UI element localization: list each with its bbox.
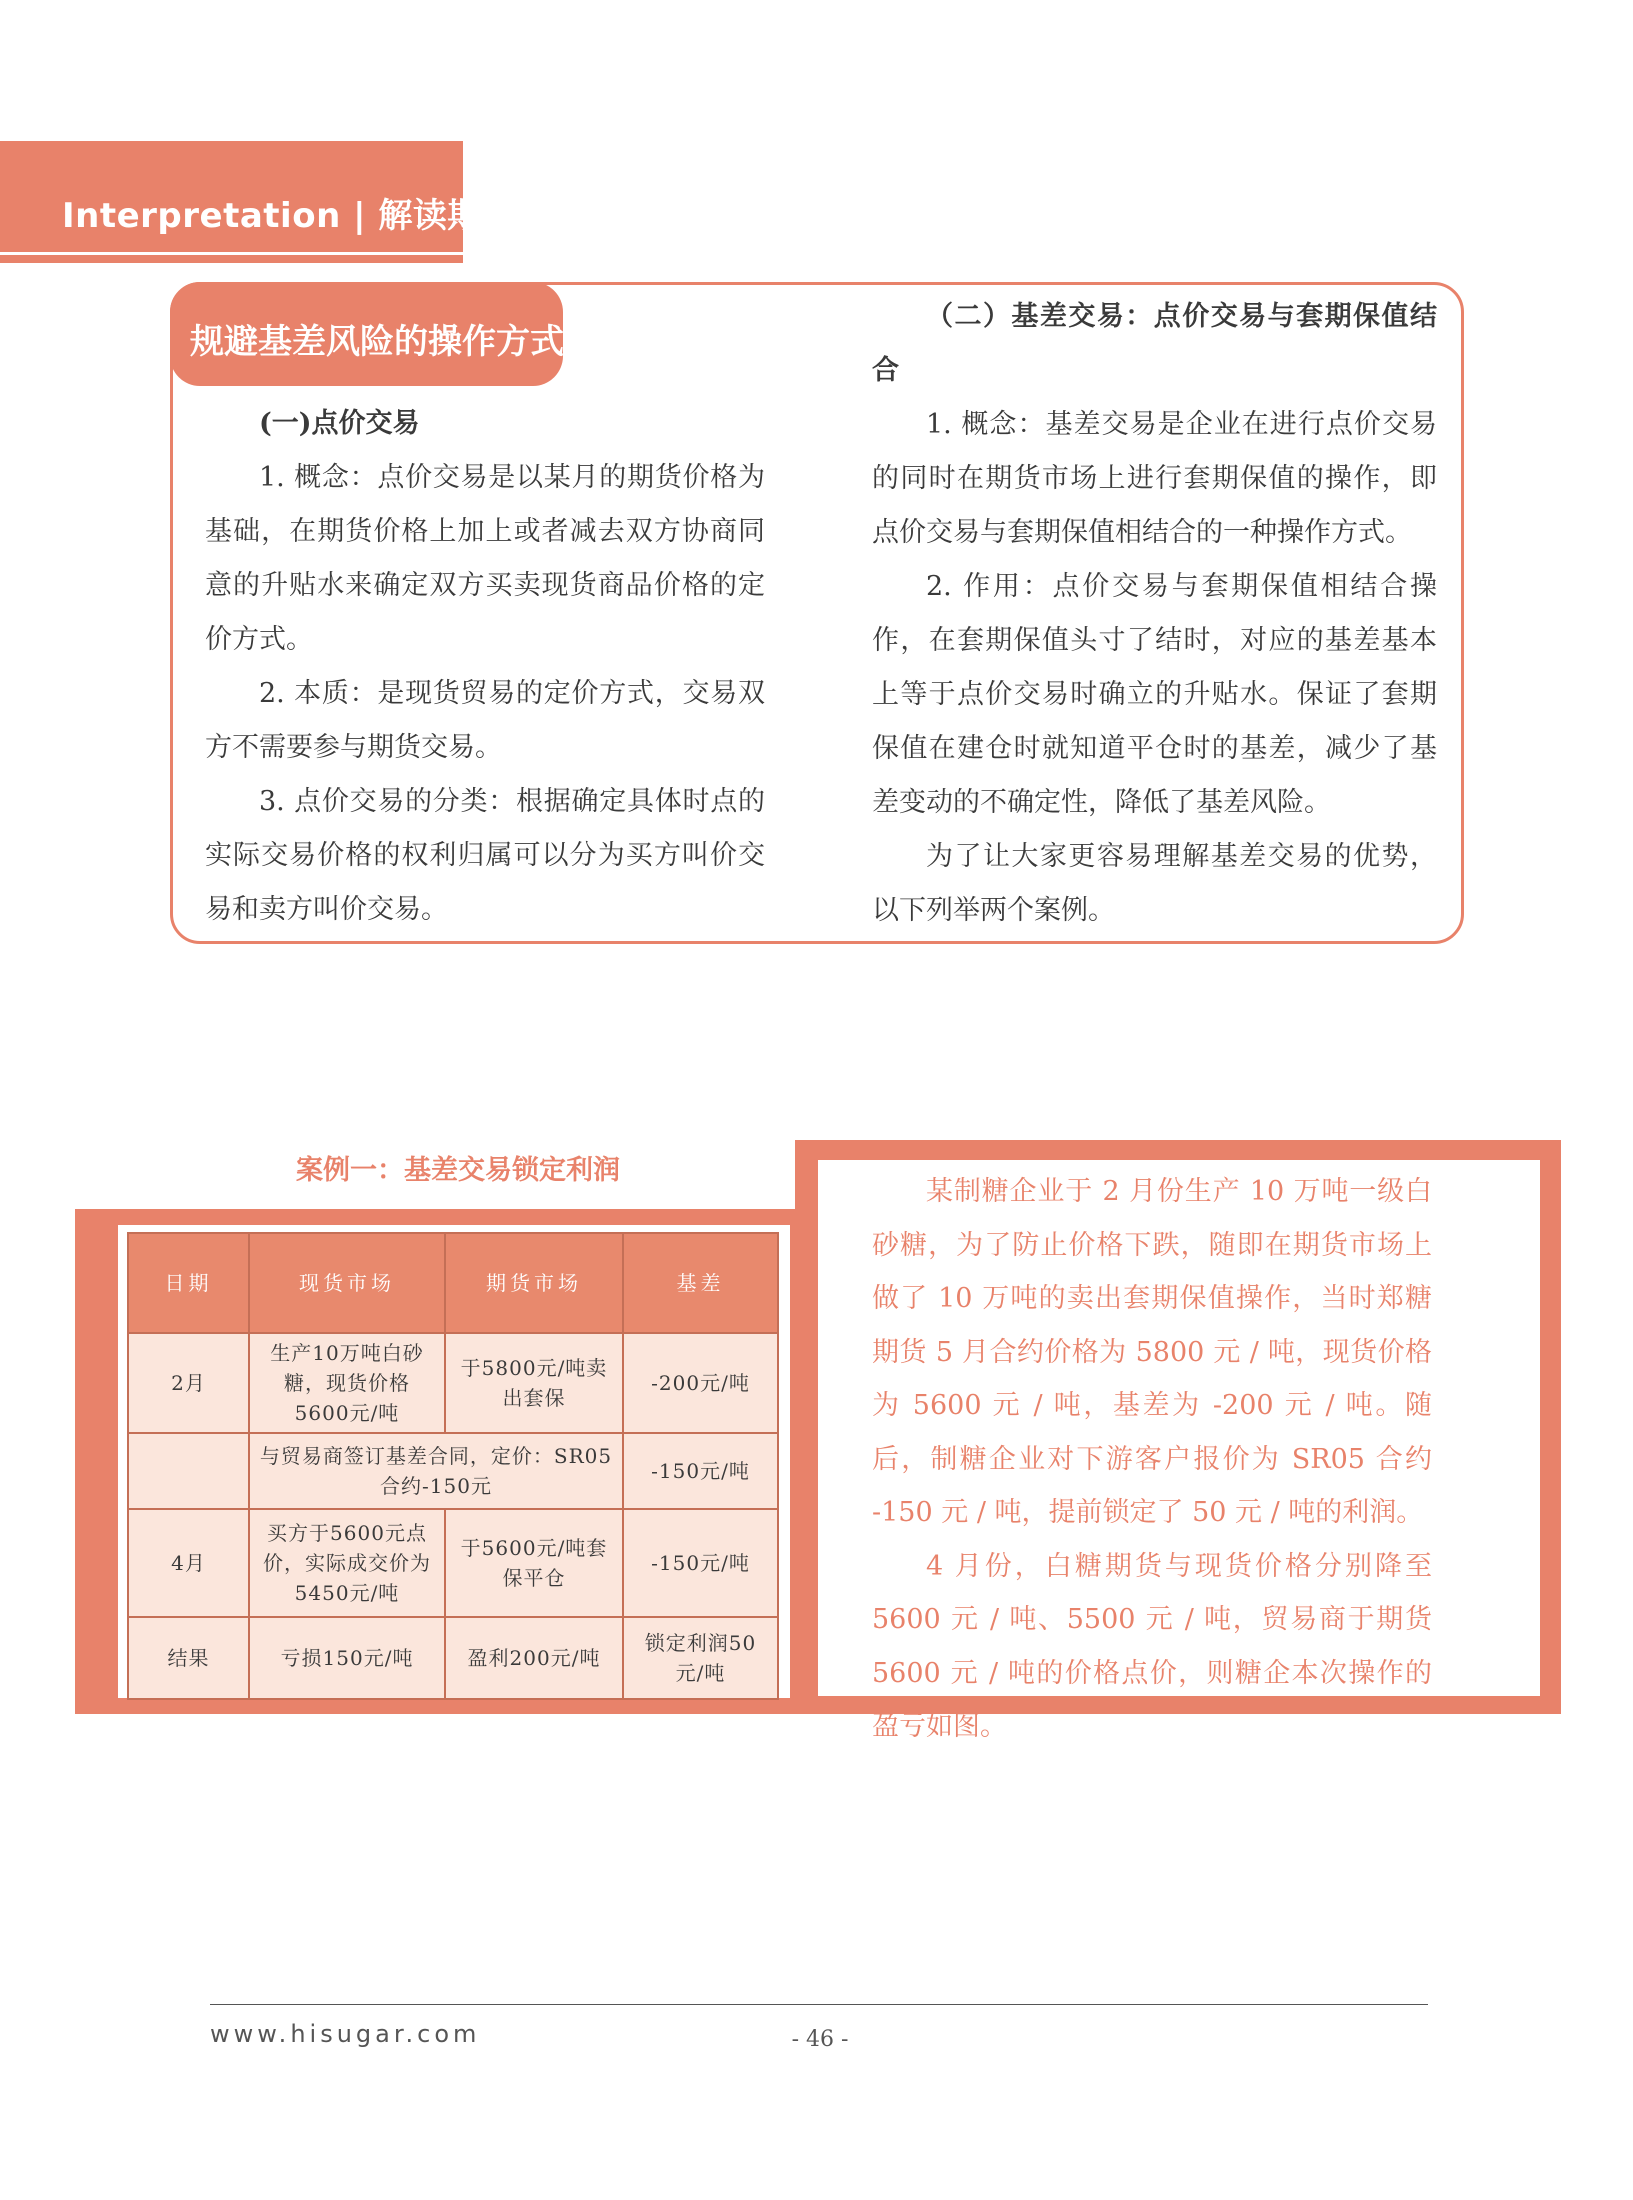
section-title: 规避基差风险的操作方式 xyxy=(190,322,564,362)
cell-basis: 锁定利润50元/吨 xyxy=(623,1617,778,1699)
right-paragraph-intro: 为了让大家更容易理解基差交易的优势，以下列举两个案例。 xyxy=(872,841,1437,926)
case-paragraph-1: 某制糖企业于 2 月份生产 10 万吨一级白砂糖，为了防止价格下跌，随即在期货市场上做了 10 万吨的卖出套期保值操作，当时郑糖期货 5 月合约价格为 5800 元 / 吨，现货价格为 5600 元 / 吨，基差为 -200 元 / 吨。随后，制糖企业对下游客户报价为 SR05 合约 -150 元 / 吨，提前锁定了 50 元 / 吨的利润。 xyxy=(872,1176,1432,1528)
footer-url: www.hisugar.com xyxy=(210,2020,481,2048)
table-row xyxy=(128,1333,778,1433)
cell-merged: 与贸易商签订基差合同，定价：SR05合约-150元 xyxy=(249,1433,623,1509)
left-paragraph-essence: 2. 本质：是现货贸易的定价方式，交易双方不需要参与期货交易。 xyxy=(205,678,765,763)
cell-spot: 亏损150元/吨 xyxy=(249,1617,445,1699)
header-spot: 现货市场 xyxy=(249,1233,445,1333)
cell-basis: -150元/吨 xyxy=(623,1433,778,1509)
header-basis: 基差 xyxy=(623,1233,778,1333)
cell-date: 4月 xyxy=(128,1509,249,1617)
header-futures: 期货市场 xyxy=(445,1233,623,1333)
right-heading: （二）基差交易：点价交易与套期保值结合 xyxy=(872,301,1437,386)
table-header-row xyxy=(128,1233,778,1333)
cell-date: 结果 xyxy=(128,1617,249,1699)
cell-spot: 买方于5600元点价，实际成交价为5450元/吨 xyxy=(249,1509,445,1617)
header-date: 日期 xyxy=(128,1233,249,1333)
right-paragraph-concept: 1. 概念：基差交易是企业在进行点价交易的同时在期货市场上进行套期保值的操作，即点价交易与套期保值相结合的一种操作方式。 xyxy=(872,409,1437,548)
left-paragraph-concept: 1. 概念：点价交易是以某月的期货价格为基础，在期货价格上加上或者减去双方协商同意的升贴水来确定双方买卖现货商品价格的定价方式。 xyxy=(205,462,765,655)
cell-date: 2月 xyxy=(128,1333,249,1433)
footer-divider xyxy=(210,2004,1428,2005)
case-paragraph-2: 4 月份，白糖期货与现货价格分别降至 5600 元 / 吨、5500 元 / 吨，贸易商于期货 5600 元 / 吨的价格点价，则糖企本次操作的盈亏如图。 xyxy=(872,1550,1432,1742)
left-heading: (一)点价交易 xyxy=(259,408,420,439)
case-table xyxy=(127,1232,779,1700)
cell-futures: 盈利200元/吨 xyxy=(445,1617,623,1699)
case-text xyxy=(872,1165,1432,1754)
left-paragraph-classification: 3. 点价交易的分类：根据确定具体时点的实际交易价格的权利归属可以分为买方叫价交易和卖方叫价交易。 xyxy=(205,786,765,925)
table-row xyxy=(128,1433,778,1509)
header-title: Interpretation | 解读期现 xyxy=(62,196,517,236)
table-row xyxy=(128,1617,778,1699)
page-number: - 46 - xyxy=(791,2027,849,2052)
right-column xyxy=(872,290,1437,938)
right-paragraph-effect: 2. 作用：点价交易与套期保值相结合操作，在套期保值头寸了结时，对应的基差基本上等于点价交易时确立的升贴水。保证了套期保值在建仓时就知道平仓时的基差，减少了基差变动的不确定性，降低了基差风险。 xyxy=(872,571,1437,818)
table-row xyxy=(128,1509,778,1617)
cell-futures: 于5800元/吨卖出套保 xyxy=(445,1333,623,1433)
left-column xyxy=(205,397,765,937)
cell-basis: -150元/吨 xyxy=(623,1509,778,1617)
cell-futures: 于5600元/吨套保平仓 xyxy=(445,1509,623,1617)
cell-spot: 生产10万吨白砂糖，现货价格5600元/吨 xyxy=(249,1333,445,1433)
case-title: 案例一：基差交易锁定利润 xyxy=(296,1155,620,1186)
cell-basis: -200元/吨 xyxy=(623,1333,778,1433)
header-banner-underline xyxy=(0,252,463,255)
cell-date xyxy=(128,1433,249,1509)
